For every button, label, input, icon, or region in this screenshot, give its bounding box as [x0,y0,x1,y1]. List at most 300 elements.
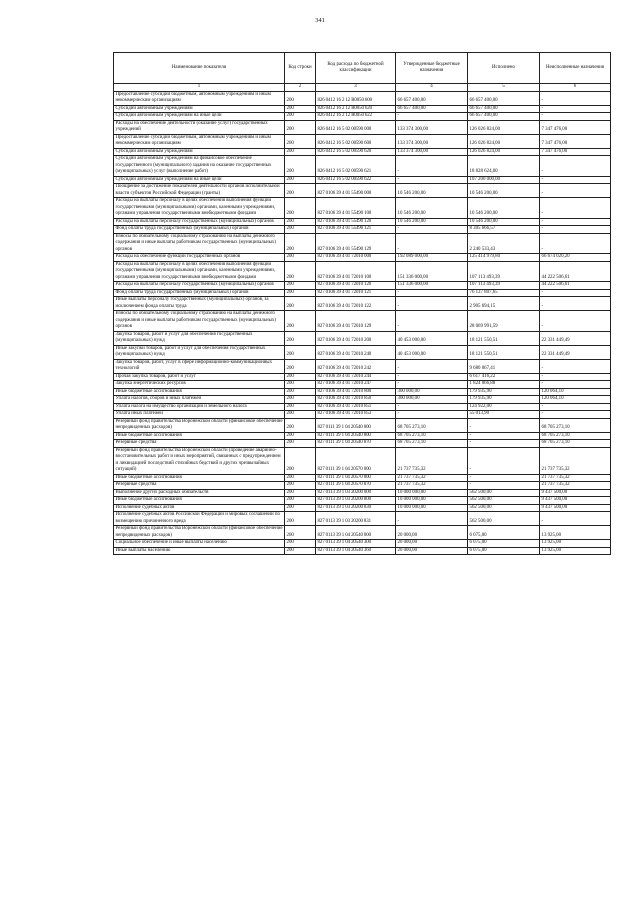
row-executed-cell: 66 657 400,00 [468,91,540,105]
row-code-cell: 200 [285,105,316,113]
table-row [114,547,611,555]
row-approved-cell: - [396,226,468,234]
row-code-cell: 200 [285,482,316,490]
table-row [114,297,611,311]
row-code-cell: 200 [285,156,316,177]
row-name-cell: Предоставление субсидий бюджетным, автономным учреждениям и иным некоммерческим организациям [114,91,285,105]
row-approved-cell: - [396,113,468,121]
row-name-cell: Субсидии автономным учреждениям на финансовое обеспечение государственного (муниципального) задания на оказание государственных (муниципальных) услуг (выполнение работ) [114,156,285,177]
row-executed-cell: 562 500,00 [468,504,540,512]
row-remaining-cell: - [540,184,611,198]
row-code-cell: 200 [285,526,316,540]
row-name-cell: Резервный фонд правительства Воронежской области (финансовое обеспечение непредвиденных расходов) [115,418,283,430]
row-executed-cell: 562 500,00 [468,497,540,505]
row-approved-cell: - [396,512,468,526]
row-code-cell: 200 [285,233,316,254]
row-name-cell: Иные бюджетные ассигнования [114,432,285,440]
row-name-cell: Резервные средства [114,440,285,448]
row-name-cell: Закупка товаров, работ и услуг для обеспечения государственных (муниципальных) нужд [114,331,285,345]
row-executed-cell: 2 905 694,15 [468,297,540,311]
row-approved-cell: 10 546 200,00 [396,218,468,226]
row-classification-cell: 827 0106 39 4 01 72010 122 [316,297,396,311]
row-executed-cell: 6 075,00 [468,547,540,555]
row-remaining-cell: - [540,297,611,311]
row-executed-cell: 179 935,90 [468,388,540,396]
row-executed-cell: - [468,482,540,490]
row-remaining-cell: - [540,226,611,234]
table-row [114,289,611,297]
row-executed-cell: - [468,418,540,432]
row-code-cell: 200 [285,381,316,389]
row-remaining-cell: - [540,381,611,389]
row-remaining-cell: - [540,233,611,254]
page-number: 341 [315,17,325,24]
row-remaining-cell: - [540,403,611,411]
table-row [114,218,611,226]
row-approved-cell: 133 374 300,00 [396,134,468,148]
row-remaining-cell: 68 705 273,10 [540,440,611,448]
row-remaining-cell: 120 064,10 [540,388,611,396]
table-row [114,254,611,262]
row-code-cell: 200 [285,289,316,297]
table-row [114,526,611,540]
row-remaining-cell: 21 737 735,32 [540,474,611,482]
row-remaining-cell: - [540,289,611,297]
row-approved-cell: 20 000,00 [396,540,468,548]
row-approved-cell: 10 546 200,00 [396,184,468,198]
row-approved-cell: - [396,289,468,297]
row-executed-cell: 8 305 666,57 [468,226,540,234]
row-classification-cell: 826 0412 16 2 12 R0050 622 [316,113,396,121]
row-remaining-cell: - [540,373,611,381]
table-row [114,345,611,359]
table-row [114,120,611,134]
row-remaining-cell: 22 331 449,49 [540,345,611,359]
column-number-row [114,84,611,92]
row-approved-cell: - [396,156,468,177]
header-remaining: Неисполненные назначения [540,53,611,84]
row-name-cell: Выполнение других расходных обязательств [114,489,285,497]
row-approved-cell: - [396,297,468,311]
row-name-cell: Фонд оплаты труда государственных (муниципальных) органов [114,289,285,297]
row-executed-cell: 18 121 550,51 [468,345,540,359]
row-code-cell: 200 [285,359,316,373]
row-name-cell: Закупка энергетических ресурсов [114,381,285,389]
row-classification-cell: 827 0113 39 1 03 20200 800 [316,497,396,505]
row-name-cell: Расходы на выплаты персоналу государственных (муниципальных) органов [114,282,285,290]
row-code-cell: 200 [285,134,316,148]
row-remaining-cell: 66 674 020,20 [540,254,611,262]
row-executed-cell: 107 200 000,00 [468,176,540,184]
row-name-cell: Субсидии автономным учреждениям на иные цели [114,176,285,184]
row-name-cell: Иные бюджетные ассигнования [114,497,285,505]
row-approved-cell: 151 336 000,00 [396,261,468,282]
row-name-cell: Субсидии автономным учреждениям на иные цели [114,113,285,121]
row-classification-cell: 827 0106 39 4 01 55490 121 [316,226,396,234]
row-name-cell: Закупка товаров, работ, услуг в сфере информационно-коммуникационных технологий [114,359,285,373]
row-remaining-cell: 7 347 476,00 [540,120,611,134]
table-row [114,105,611,113]
row-code-cell: 200 [285,396,316,404]
row-name-cell: Прочая закупка товаров, работ и услуг [114,373,285,381]
row-name-cell: Субсидии автономным учреждениям [114,148,285,156]
table-row [114,504,611,512]
row-classification-cell: 827 0106 39 4 01 72010 100 [316,261,396,282]
row-executed-cell: 6 617 416,22 [468,373,540,381]
row-executed-cell: 1 824 066,88 [468,381,540,389]
table-row [114,91,611,105]
row-name-cell: Субсидии автономным учреждениям [114,105,285,113]
row-code-cell: 200 [285,261,316,282]
row-remaining-cell: - [540,105,611,113]
row-remaining-cell: 9 437 500,00 [540,489,611,497]
row-approved-cell: 20 000,00 [396,547,468,555]
row-remaining-cell: - [540,91,611,105]
column-number: 5 [468,84,540,92]
row-classification-cell: 827 0113 39 1 04 20540 300 [316,540,396,548]
row-code-cell: 200 [285,432,316,440]
row-classification-cell: 827 0111 39 1 04 20570 870 [316,482,396,490]
row-classification-cell: 827 0113 39 1 04 20540 360 [316,547,396,555]
row-approved-cell: 10 000 000,00 [396,497,468,505]
table-row [114,497,611,505]
row-name-cell: Исполнение судебных актов Российской Федерации и мировых соглашений по возмещению причиненного вреда [114,512,285,526]
row-code-cell: 200 [285,218,316,226]
row-code-cell: 200 [285,311,316,332]
row-remaining-cell: 13 925,00 [540,526,611,540]
row-name-cell: Уплата налога на имущество организаций и земельного налога [114,403,285,411]
row-executed-cell: 124 922,00 [468,403,540,411]
row-code-cell: 200 [285,403,316,411]
row-name-cell: Исполнение судебных актов [114,504,285,512]
row-executed-cell: 18 828 624,00 [468,156,540,177]
row-approved-cell: - [396,381,468,389]
row-approved-cell: 21 737 735,32 [396,482,468,490]
table-row [114,403,611,411]
row-classification-cell: 826 0412 16 5 02 00590 000 [316,120,396,134]
row-approved-cell: 10 000 000,00 [396,504,468,512]
row-approved-cell: 21 737 735,32 [396,474,468,482]
row-code-cell: 200 [285,345,316,359]
row-name-cell: Расходы на обеспечение функций государственных органов [114,254,285,262]
row-executed-cell: 126 026 824,00 [468,148,540,156]
row-code-cell: 200 [285,418,316,432]
row-remaining-cell: - [540,359,611,373]
row-classification-cell: 827 0111 39 1 04 20570 800 [316,474,396,482]
row-name-cell: Расходы на выплаты персоналу государственных (муниципальных) органов [114,218,285,226]
column-number: 1 [114,84,285,92]
row-code-cell: 200 [285,497,316,505]
table-row [114,440,611,448]
table-body [114,91,611,555]
row-classification-cell: 827 0111 39 1 04 20570 000 [316,447,396,474]
row-approved-cell: - [396,311,468,332]
row-code-cell: 200 [285,226,316,234]
row-executed-cell: 562 500,00 [468,489,540,497]
table-row [114,411,611,419]
row-remaining-cell: - [540,176,611,184]
row-approved-cell: 133 374 300,00 [396,148,468,156]
row-executed-cell: 18 121 550,51 [468,331,540,345]
row-executed-cell: 55 013,90 [468,411,540,419]
row-classification-cell: 827 0106 39 4 01 72010 120 [316,282,396,290]
row-executed-cell: 125 414 979,80 [468,254,540,262]
row-classification-cell: 827 0113 39 1 03 20200 831 [316,512,396,526]
row-remaining-cell: 21 737 735,32 [540,482,611,490]
row-code-cell: 200 [285,91,316,105]
table-row [114,474,611,482]
table-header-row [114,53,611,84]
row-code-cell: 200 [285,254,316,262]
table-row [114,233,611,254]
table-row [114,261,611,282]
row-classification-cell: 826 0412 16 5 02 00590 600 [316,134,396,148]
row-code-cell: 200 [285,504,316,512]
row-executed-cell: 9 680 067,41 [468,359,540,373]
row-approved-cell: 21 737 735,32 [396,447,468,474]
row-name-cell: Иные выплаты населению [114,547,285,555]
table-row [114,331,611,345]
row-name-cell: Иные закупки товаров, работ и услуг для обеспечения государственных (муниципальных) нужд [114,345,285,359]
row-classification-cell: 827 0106 39 4 01 72010 853 [316,411,396,419]
column-number: 2 [285,84,316,92]
row-remaining-cell: 44 222 506,61 [540,282,611,290]
row-remaining-cell: 68 705 273,10 [540,418,611,432]
table-row [114,156,611,177]
row-code-cell: 200 [285,331,316,345]
row-classification-cell: 827 0106 39 4 01 72010 800 [316,388,396,396]
row-executed-cell: 10 546 200,00 [468,184,540,198]
row-code-cell: 200 [285,198,316,219]
row-classification-cell: 826 0412 16 2 12 R0050 620 [316,105,396,113]
row-classification-cell: 827 0106 39 4 01 72010 850 [316,396,396,404]
row-approved-cell: 192 089 000,00 [396,254,468,262]
row-remaining-cell: 13 925,00 [540,547,611,555]
row-name-cell: Уплата иных платежей [114,411,285,419]
row-approved-cell: 66 657 400,00 [396,105,468,113]
header-executed: Исполнено [468,53,540,84]
row-code-cell: 200 [285,176,316,184]
row-code-cell: 200 [285,540,316,548]
row-remaining-cell: 13 925,00 [540,540,611,548]
row-name-cell: Резервные средства [114,482,285,490]
header-approved: Утвержденные бюджетные назначения [396,53,468,84]
row-code-cell: 200 [285,388,316,396]
row-name-cell: Иные выплаты персоналу государственных (муниципальных) органов, за исключением фонда оплаты труда [114,297,285,311]
row-executed-cell: 66 657 400,00 [468,105,540,113]
row-executed-cell: - [468,474,540,482]
table-row [114,184,611,198]
row-executed-cell: 66 657 400,00 [468,113,540,121]
row-executed-cell: 10 546 200,00 [468,218,540,226]
row-remaining-cell: 7 347 476,00 [540,148,611,156]
row-remaining-cell: - [540,198,611,219]
row-name-cell: Социальное обеспечение и иные выплаты населению [114,540,285,548]
row-classification-cell: 827 0111 39 1 04 20540 800 [316,432,396,440]
row-name-cell: Иные бюджетные ассигнования [114,474,285,482]
row-executed-cell: 2 240 533,43 [468,233,540,254]
row-remaining-cell: - [540,411,611,419]
row-classification-cell: 827 0113 39 1 03 20200 830 [316,504,396,512]
header-name: Наименование показателя [114,53,285,84]
row-name-cell: Расходы на выплаты персоналу в целях обеспечения выполнения функций государственными (муниципальными) органами, казенными учреждениями, органами управления государственными внебюджетными фондами [114,198,285,219]
row-classification-cell: 827 0106 39 4 01 72010 129 [316,311,396,332]
row-approved-cell: 40 453 000,00 [396,345,468,359]
row-code-cell: 200 [285,411,316,419]
header-classification: Код расхода по бюджетной классификации [316,53,396,84]
row-name-cell: Резервный фонд правительства Воронежской области (финансовое обеспечение непредвиденных расходов) [115,526,283,538]
row-classification-cell: 827 0106 39 4 01 72010 000 [316,254,396,262]
table-row [114,282,611,290]
table-row [114,113,611,121]
row-approved-cell: - [396,233,468,254]
row-code-cell: 200 [285,474,316,482]
row-approved-cell: - [396,359,468,373]
table-row [114,418,611,432]
row-name-cell: Расходы на обеспечение деятельности (оказание услуг) государственных учреждений [114,120,285,134]
table-row [114,381,611,389]
row-name-cell: Поощрение за достижение показателей деятельности органов исполнительной власти субъектов Российской Федерации (гранты) [114,184,285,198]
table-row [114,489,611,497]
row-classification-cell: 827 0106 39 4 01 72010 851 [316,403,396,411]
table-row [114,134,611,148]
table-row [114,359,611,373]
row-code-cell: 200 [285,184,316,198]
row-classification-cell: 827 0106 39 4 01 55490 100 [316,198,396,219]
row-approved-cell: 133 374 300,00 [396,120,468,134]
row-remaining-cell: 7 347 476,00 [540,134,611,148]
row-approved-cell: 300 000,00 [396,396,468,404]
row-classification-cell: 826 0412 16 5 02 00590 620 [316,148,396,156]
row-code-cell: 200 [285,547,316,555]
row-executed-cell: 76 137 807,65 [468,289,540,297]
table-row [114,373,611,381]
row-executed-cell: 10 546 200,00 [468,198,540,219]
row-name-cell: Расходы на выплаты персоналу в целях обеспечения выполнения функций государственными (муниципальными) органами, казенными учреждениями, органами управления государственными внебюджетными фондами [114,261,285,282]
row-code-cell: 200 [285,373,316,381]
row-approved-cell: - [396,176,468,184]
table-row [114,198,611,219]
row-remaining-cell: - [540,113,611,121]
row-remaining-cell: 9 437 500,00 [540,504,611,512]
row-code-cell: 200 [285,297,316,311]
row-remaining-cell: - [540,156,611,177]
row-remaining-cell: - [540,311,611,332]
row-approved-cell: 20 000,00 [396,526,468,540]
row-approved-cell: 68 705 273,10 [396,432,468,440]
row-approved-cell: - [396,373,468,381]
row-executed-cell: 126 026 824,00 [468,134,540,148]
table-row [114,176,611,184]
row-approved-cell: 40 453 000,00 [396,331,468,345]
row-classification-cell: 827 0106 39 4 01 72010 242 [316,359,396,373]
row-code-cell: 200 [285,120,316,134]
row-classification-cell: 827 0111 39 1 04 20540 870 [316,440,396,448]
row-name-cell: Взносы по обязательному социальному страхованию на выплаты денежного содержания и иные выплаты работникам государственных (муниципальных) органов [114,311,285,332]
header-code: Код строки [285,53,316,84]
row-executed-cell: 107 113 493,39 [468,282,540,290]
row-classification-cell: 826 0412 16 5 02 00590 621 [316,156,396,177]
row-code-cell: 200 [285,489,316,497]
row-remaining-cell: 44 222 506,61 [540,261,611,282]
column-number: 4 [396,84,468,92]
table-row [114,482,611,490]
row-remaining-cell: 68 705 273,10 [540,432,611,440]
table-row [114,447,611,474]
row-name-cell: Резервный фонд правительства Воронежской области (проведение аварийно-восстановительных работ и иных мероприятий, связанных с предупреждением и ликвидацией последствий стихийных бедствий и других чрезвычайных ситуаций) [114,447,285,474]
row-name-cell: Уплата налогов, сборов и иных платежей [114,396,285,404]
row-approved-cell: 151 336 000,00 [396,282,468,290]
row-approved-cell: 300 000,00 [396,388,468,396]
row-executed-cell: 6 075,00 [468,540,540,548]
row-approved-cell: - [396,411,468,419]
row-code-cell: 200 [285,282,316,290]
row-classification-cell: 827 0106 39 4 01 72010 121 [316,289,396,297]
row-remaining-cell: 120 064,10 [540,396,611,404]
row-classification-cell: 827 0106 39 4 01 72010 240 [316,345,396,359]
row-classification-cell: 827 0111 39 1 04 20540 000 [316,418,396,432]
row-remaining-cell: - [540,218,611,226]
row-classification-cell: 827 0106 39 4 01 72010 244 [316,373,396,381]
row-executed-cell: - [468,440,540,448]
row-executed-cell: 179 935,90 [468,396,540,404]
column-number: 6 [540,84,611,92]
row-approved-cell: - [396,403,468,411]
table-row [114,148,611,156]
row-executed-cell: 562 500,00 [468,512,540,526]
table-row [114,388,611,396]
row-remaining-cell: 21 737 735,32 [540,447,611,474]
row-name-cell: Предоставление субсидий бюджетным, автономным учреждениям и иным некоммерческим организациям [114,134,285,148]
row-classification-cell: 827 0106 39 4 01 72010 200 [316,331,396,345]
row-classification-cell: 826 0412 16 2 12 R0050 600 [316,91,396,105]
row-executed-cell: 126 026 824,00 [468,120,540,134]
row-code-cell: 200 [285,447,316,474]
row-classification-cell: 827 0106 39 4 01 55490 000 [316,184,396,198]
table-row [114,512,611,526]
row-executed-cell: 6 075,00 [468,526,540,540]
row-approved-cell: 68 705 273,10 [396,418,468,432]
row-classification-cell: 827 0113 39 1 04 20540 000 [316,526,396,540]
row-name-cell: Иные бюджетные ассигнования [114,388,285,396]
column-number: 3 [316,84,396,92]
row-approved-cell: 68 705 273,10 [396,440,468,448]
row-classification-cell: 827 0113 39 1 03 20200 000 [316,489,396,497]
row-code-cell: 200 [285,512,316,526]
row-name-cell: Фонд оплаты труда государственных (муниципальных) органов [114,226,285,234]
row-code-cell: 200 [285,148,316,156]
budget-execution-table [113,52,611,555]
row-classification-cell: 827 0106 39 4 01 72010 247 [316,381,396,389]
row-approved-cell: 10 546 200,00 [396,198,468,219]
row-executed-cell: - [468,447,540,474]
row-classification-cell: 827 0106 39 4 01 55490 129 [316,233,396,254]
row-code-cell: 200 [285,440,316,448]
row-classification-cell: 827 0106 39 4 01 55490 120 [316,218,396,226]
row-executed-cell: - [468,432,540,440]
table-row [114,432,611,440]
table-row [114,540,611,548]
row-approved-cell: 66 657 400,00 [396,91,468,105]
row-executed-cell: 107 113 493,39 [468,261,540,282]
table-row [114,311,611,332]
row-executed-cell: 28 069 991,59 [468,311,540,332]
row-remaining-cell: - [540,512,611,526]
row-approved-cell: 10 000 000,00 [396,489,468,497]
table-row [114,226,611,234]
row-code-cell: 200 [285,113,316,121]
row-remaining-cell: 22 331 449,49 [540,331,611,345]
